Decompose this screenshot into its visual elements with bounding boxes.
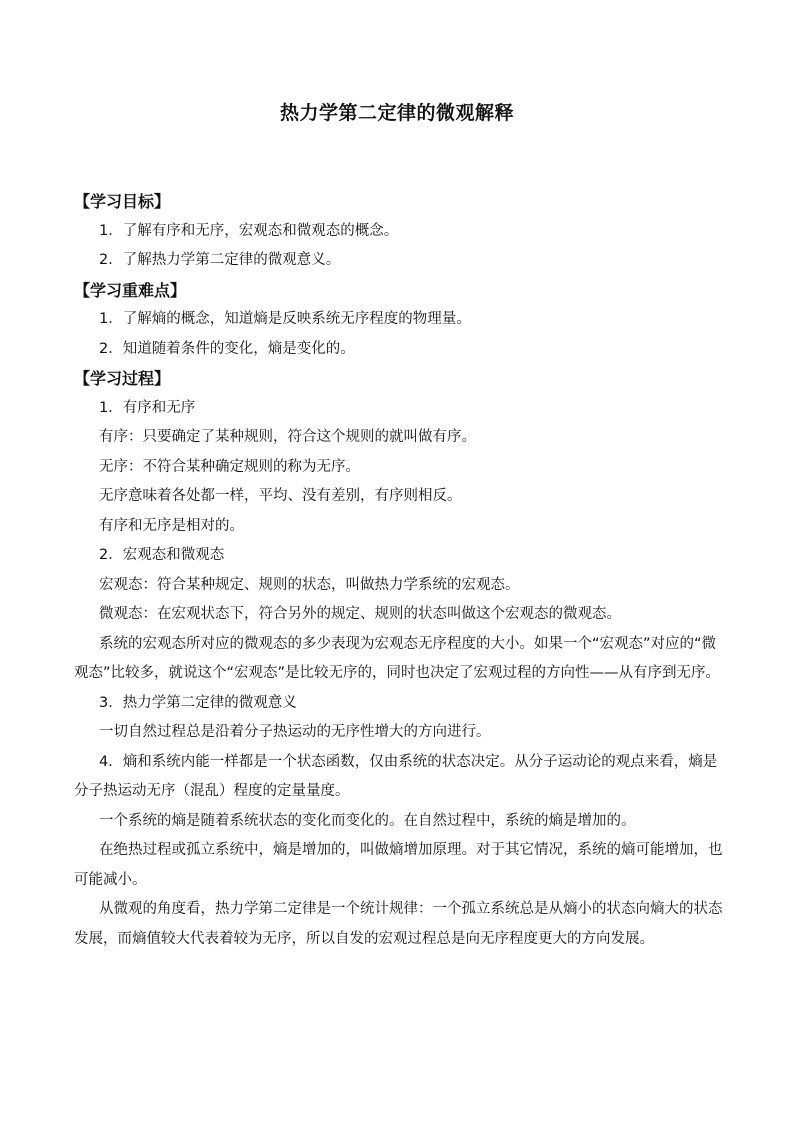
key-point-item: 1．了解熵的概念，知道熵是反映系统无序程度的物理量。: [99, 311, 471, 327]
process-line: 宏观态：符合某种规定、规则的状态，叫做热力学系统的宏观态。: [99, 576, 520, 593]
key-point-item: 2．知道随着条件的变化，熵是变化的。: [99, 340, 355, 357]
process-paragraph: 4．熵和系统内能一样都是一个状态函数，仅由系统的状态决定。从分子运动论的观点来看，熵是分子热运动无序（混乱）程度的定量量度。: [74, 753, 718, 799]
page-title: 热力学第二定律的微观解释: [279, 102, 514, 124]
document-body: [74, 187, 724, 954]
section-heading-goals: 【学习目标】: [74, 192, 171, 211]
process-line: 有序和无序是相对的。: [99, 517, 244, 534]
process-line: 有序：只要确定了某种规则，符合这个规则的就叫做有序。: [99, 429, 476, 445]
goal-item: 2．了解热力学第二定律的微观意义。: [99, 252, 341, 268]
process-subheading: 1．有序和无序: [99, 399, 196, 416]
process-line: 无序：不符合某种确定规则的称为无序。: [99, 458, 360, 475]
process-subheading: 2．宏观态和微观态: [99, 547, 225, 563]
process-line: 一切自然过程总是沿着分子热运动的无序性增大的方向进行。: [99, 724, 491, 740]
process-subheading: 3．热力学第二定律的微观意义: [99, 694, 297, 711]
process-paragraph: 一个系统的熵是随着系统状态的变化而变化的。在自然过程中，系统的熵是增加的。: [99, 812, 636, 829]
process-paragraph: 从微观的角度看，热力学第二定律是一个统计规律：一个孤立系统总是从熵小的状态向熵大的状态发展，而熵值较大代表着较为无序，所以自发的宏观过程总是向无序程度更大的方向发展。: [74, 901, 723, 947]
process-line: 微观态：在宏观状态下，符合另外的规定、规则的状态叫做这个宏观态的微观态。: [99, 606, 621, 622]
goal-item: 1．了解有序和无序，宏观态和微观态的概念。: [99, 222, 399, 239]
process-paragraph: 系统的宏观态所对应的微观态的多少表现为宏观态无序程度的大小。如果一个“宏观态”对应的“微观态”比较多，就说这个“宏观态”是比较无序的，同时也决定了宏观过程的方向性——从有序到无序。: [74, 635, 721, 681]
process-line: 无序意味着各处都一样，平均、没有差别，有序则相反。: [99, 488, 462, 504]
section-heading-key-points: 【学习重难点】: [74, 280, 187, 300]
section-heading-process: 【学习过程】: [74, 369, 171, 388]
process-paragraph: 在绝热过程或孤立系统中，熵是增加的，叫做熵增加原理。对于其它情况，系统的熵可能增加，也可能减小。: [74, 842, 723, 888]
